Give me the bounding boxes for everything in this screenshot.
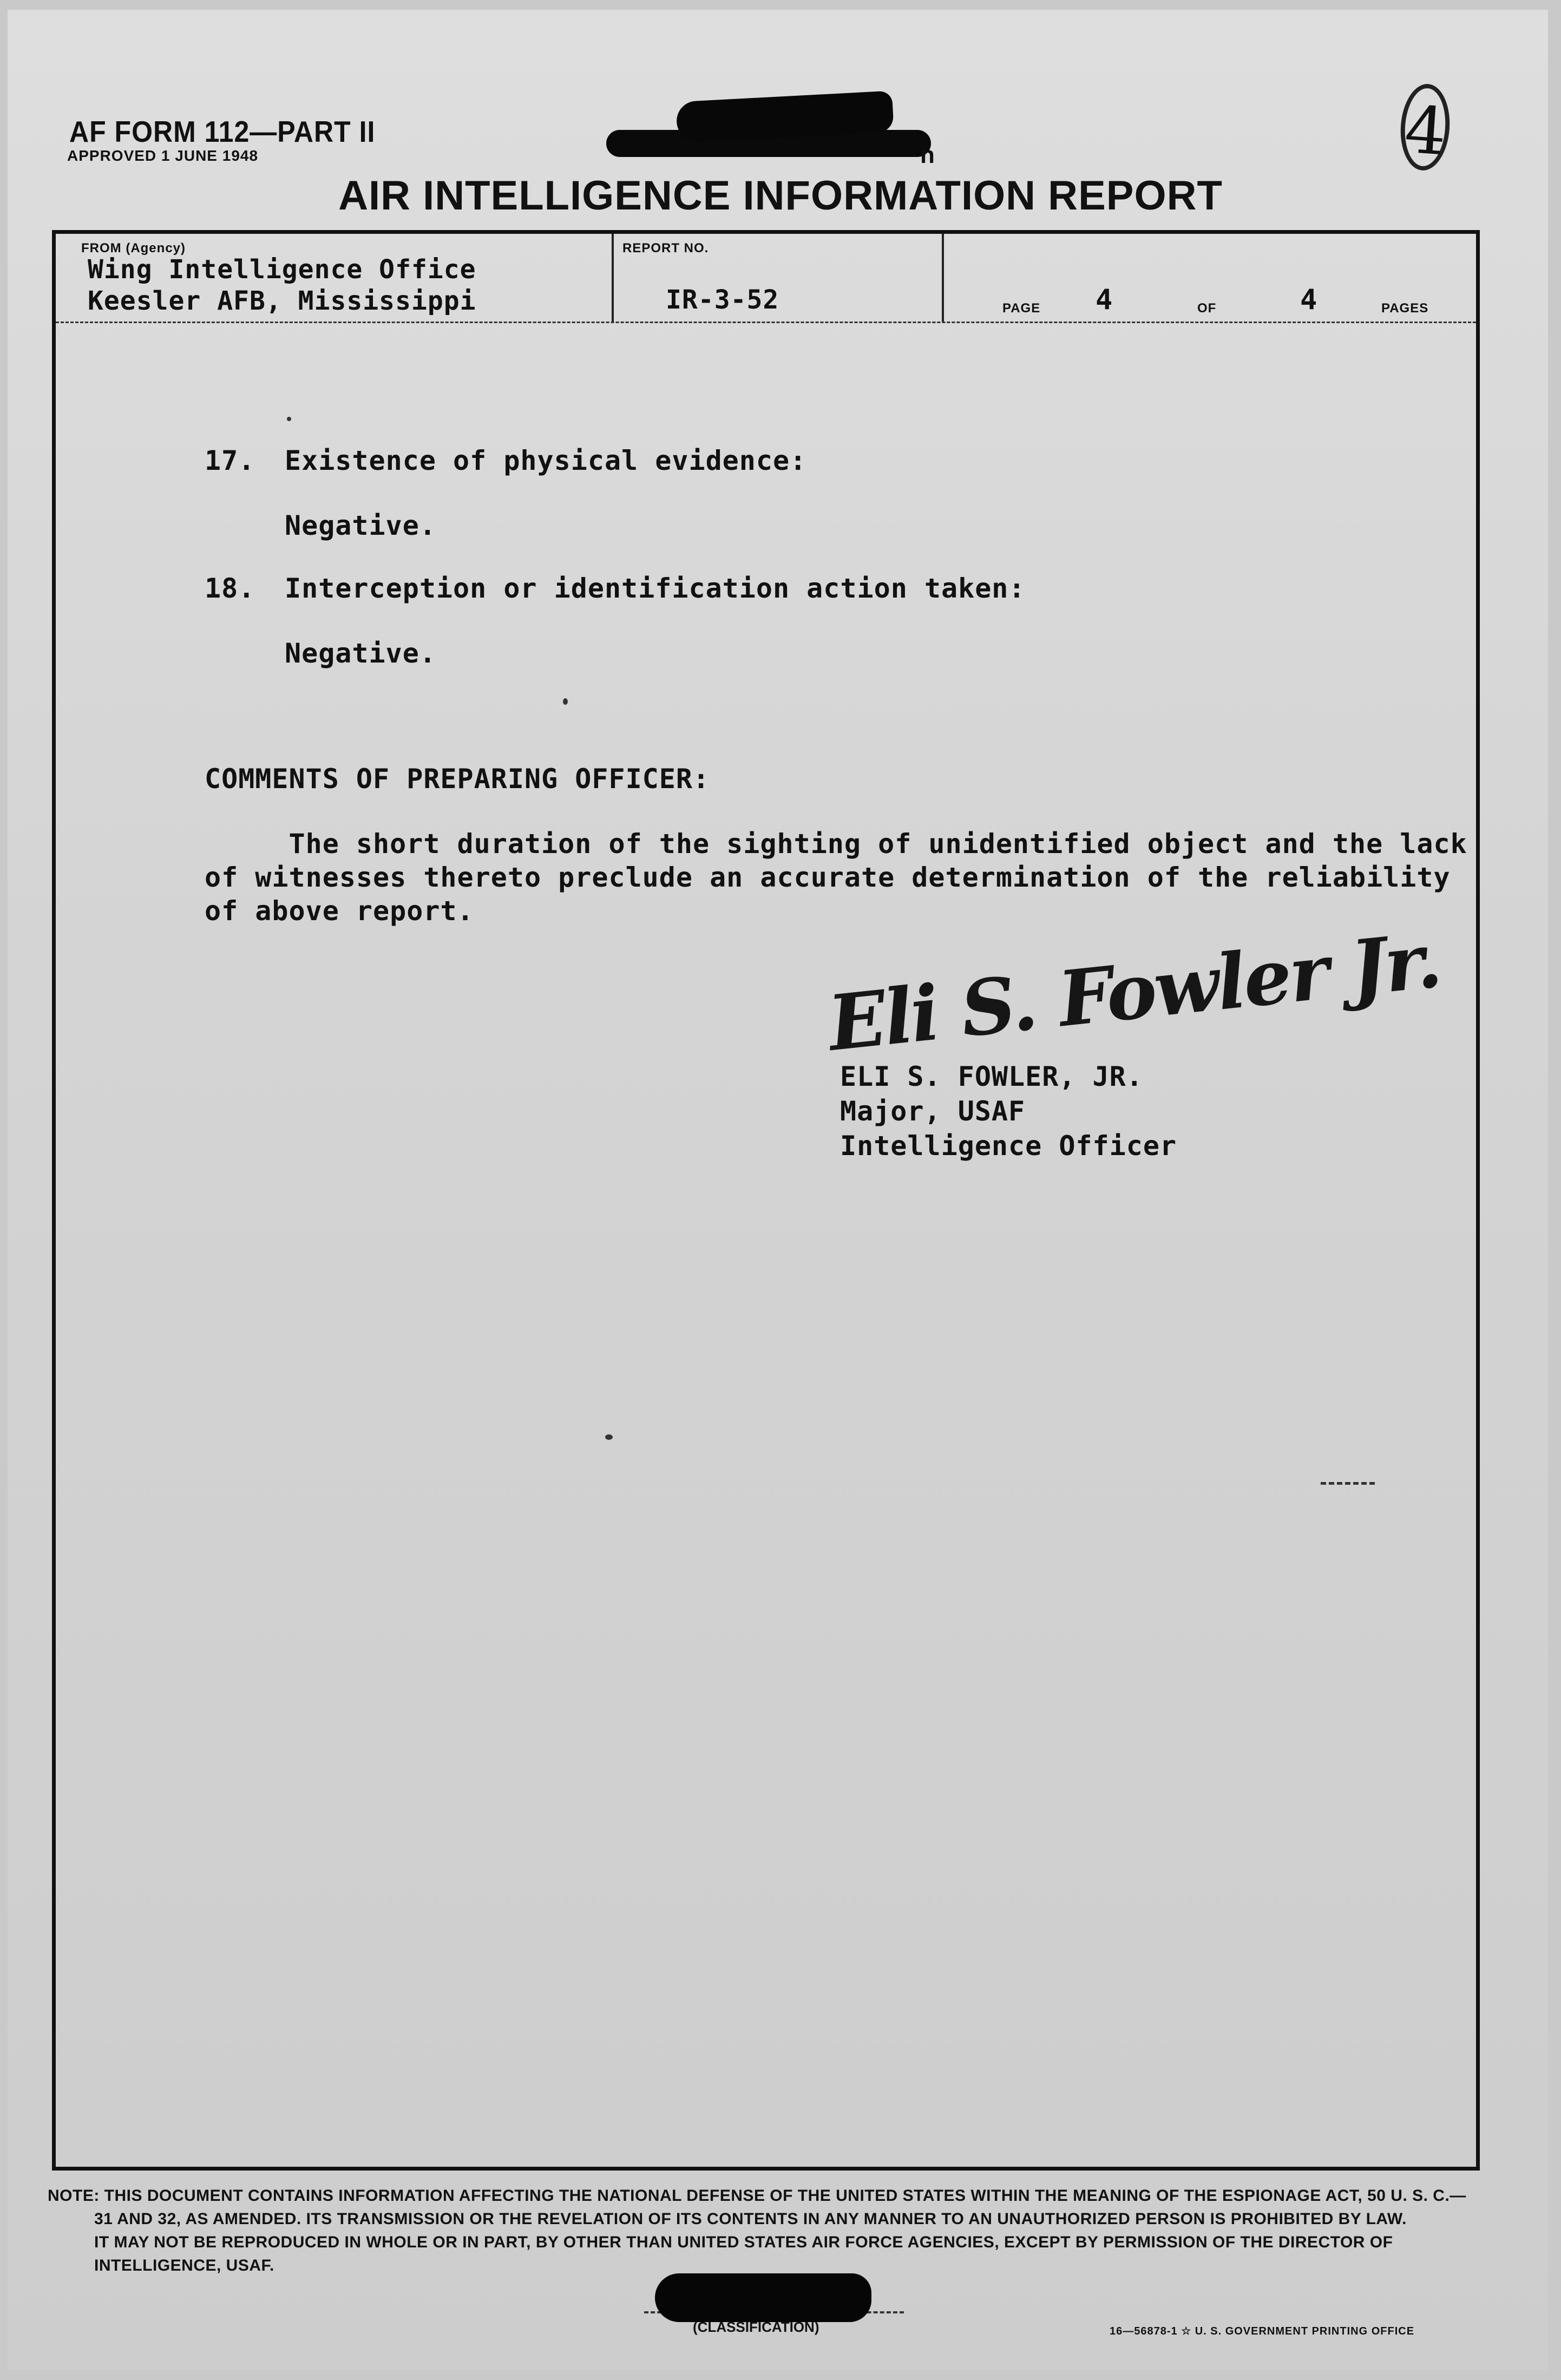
page-label: PAGE: [1002, 301, 1041, 316]
header-divider: [612, 234, 614, 322]
item-17-number: 17.: [205, 445, 255, 476]
speck-mark: [563, 698, 568, 705]
item-18-answer: Negative.: [285, 638, 436, 669]
item-18-number: 18.: [205, 573, 255, 604]
form-id: AF FORM 112—PART II: [69, 115, 376, 149]
comments-line-1: The short duration of the sighting of unidentified object and the lack: [205, 828, 1467, 860]
speck-mark: [605, 1434, 613, 1440]
espionage-notice: [48, 2184, 1487, 2277]
report-title: AIR INTELLIGENCE INFORMATION REPORT: [338, 173, 1223, 219]
report-no-label: REPORT NO.: [622, 241, 709, 255]
handwritten-signature: Eli S. Fowler Jr.: [824, 916, 1444, 1068]
signer-title: Intelligence Officer: [840, 1130, 1177, 1162]
signer-rank: Major, USAF: [840, 1096, 1026, 1127]
notice-line: NOTE: THIS DOCUMENT CONTAINS INFORMATION AFFECTING THE NATIONAL DEFENSE OF THE UNITED STATES WITHIN THE MEANING OF THE ESPIONAGE ACT, 50 U. S. C.—: [48, 2187, 1466, 2205]
from-label: FROM (Agency): [81, 241, 186, 255]
item-17-answer: Negative.: [285, 510, 436, 541]
approval-date: APPROVED 1 JUNE 1948: [67, 147, 259, 164]
stray-dash-mark: [1321, 1482, 1375, 1485]
speck-mark: [287, 417, 291, 421]
report-no: IR-3-52: [666, 285, 779, 315]
comments-heading: COMMENTS OF PREPARING OFFICER:: [205, 763, 710, 795]
notice-line: INTELLIGENCE, USAF.: [94, 2257, 274, 2274]
form-frame: [52, 230, 1480, 2171]
from-line-1: Wing Intelligence Office: [88, 254, 476, 285]
comments-line-2: of witnesses thereto preclude an accurate determination of the reliability: [205, 862, 1451, 893]
pages-label: PAGES: [1381, 301, 1429, 316]
handwritten-page-mark: 4: [1398, 82, 1453, 172]
classification-label: (CLASSIFICATION): [693, 2319, 819, 2335]
notice-line: 31 AND 32, AS AMENDED. ITS TRANSMISSION OR THE REVELATION OF ITS CONTENTS IN ANY MANNER TO AN UNAUTHORIZED PERSON IS PROHIBITED BY LAW.: [94, 2210, 1407, 2228]
page-current: 4: [1096, 284, 1113, 316]
from-line-2: Keesler AFB, Mississippi: [88, 286, 476, 316]
classification-top: n: [920, 142, 935, 168]
signer-name: ELI S. FOWLER, JR.: [840, 1061, 1143, 1092]
redaction-blot-bottom: [655, 2273, 871, 2322]
header-divider: [942, 234, 944, 322]
page-total: 4: [1300, 284, 1317, 316]
item-17-title: Existence of physical evidence:: [285, 445, 807, 476]
notice-line: IT MAY NOT BE REPRODUCED IN WHOLE OR IN PART, BY OTHER THAN UNITED STATES AIR FORCE AGENCIES, EXCEPT BY PERMISSION OF THE DIRECTOR OF: [94, 2233, 1393, 2251]
comments-line-3: of above report.: [205, 895, 474, 927]
item-18-title: Interception or identification action taken:: [285, 573, 1026, 604]
of-label: OF: [1197, 301, 1217, 316]
header-rule: [56, 322, 1476, 325]
printing-office-number: 16—56878-1 ☆ U. S. GOVERNMENT PRINTING OFFICE: [1110, 2325, 1415, 2337]
